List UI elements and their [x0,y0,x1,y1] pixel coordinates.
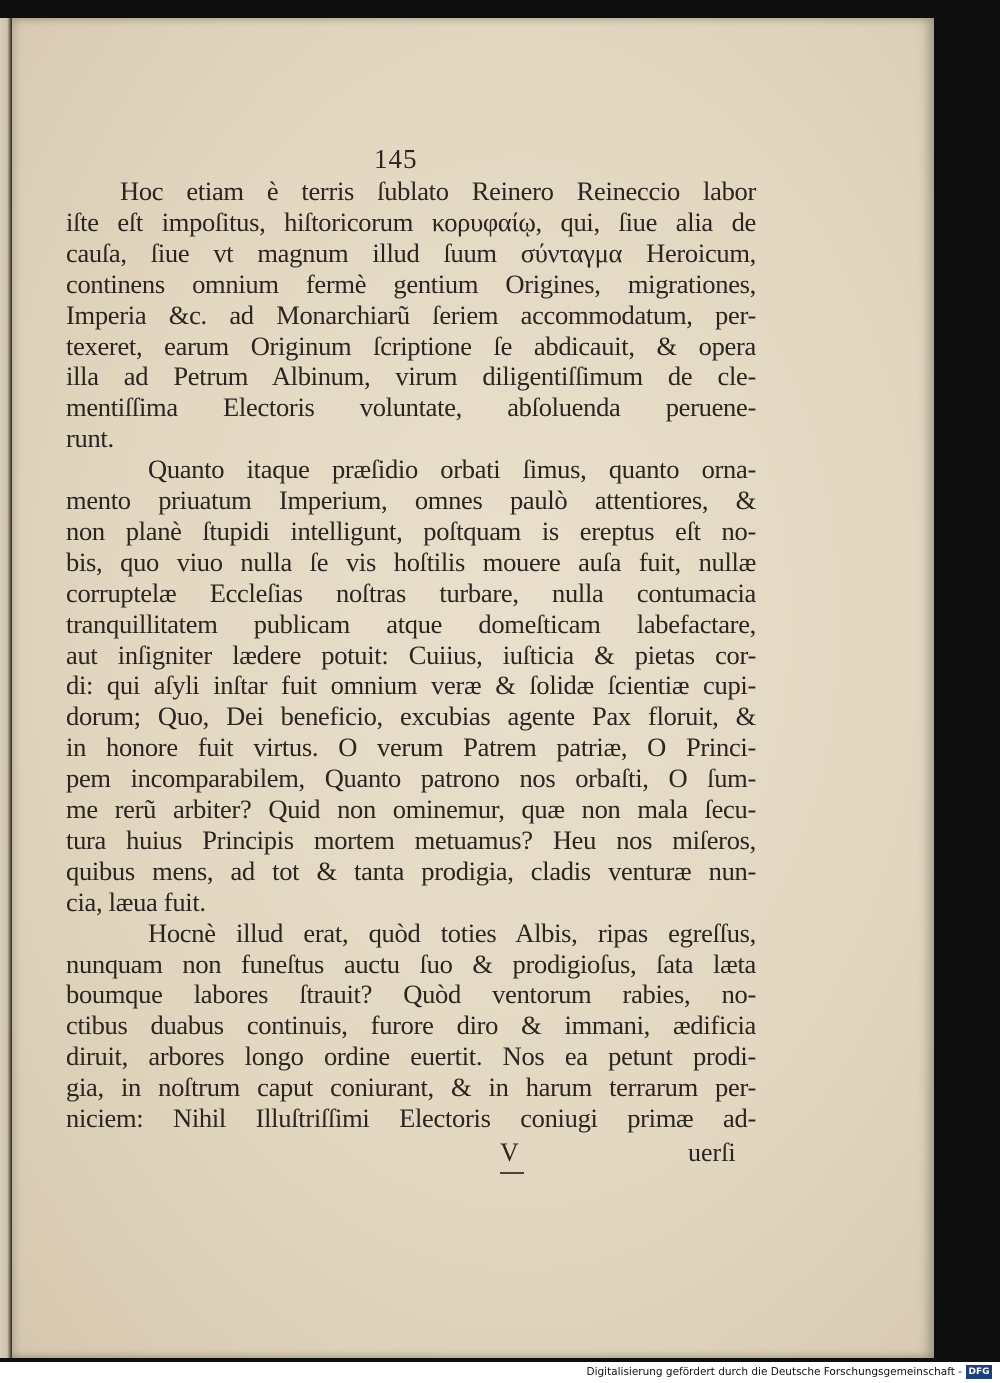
text-line: corruptelæ Eccleſias noſtras turbare, nulla contumacia [66,577,756,608]
text-line: texeret, earum Originum ſcriptione ſe abdicauit, & opera [66,330,756,361]
page-number: 145 [374,144,418,174]
text-line: non planè ſtupidi intelligunt, poſtquam is ereptus eſt no- [66,515,756,546]
text-line: aut inſigniter lædere potuit: Cuiius, iuſticia & pietas cor- [66,639,756,670]
text-line: tura huius Principis mortem metuamus? Heu nos miſeros, [66,824,756,855]
text-line: gia, in noſtrum caput coniurant, & in harum terrarum per- [66,1072,756,1103]
text-line: illa ad Petrum Albinum, virum diligentiſſimum de cle- [66,361,756,392]
signature-mark: V [500,1138,519,1167]
text-line: in honore fuit virtus. O verum Patrem patriæ, O Princi- [66,732,756,763]
signature-underline [500,1172,524,1174]
text-line: boumque labores ſtrauit? Quòd ventorum rabies, no- [66,979,756,1010]
funding-credit: Digitalisierung gefördert durch die Deutsche Forschungsgemeinschaft - [586,1366,962,1378]
text-line: mento priuatum Imperium, omnes paulò attentiores, & [66,485,756,515]
text-line: di: qui aſyli inſtar fuit omnium veræ & ſolidæ ſcientiæ cupi- [66,670,756,701]
text-line: iſte eſt impoſitus, hiſtoricorum κορυφαίῳ, qui, ſiue alia de [66,206,756,237]
text-line: Imperia &c. ad Monarchiarũ ſeriem accommodatum, per- [66,299,756,330]
text-line: Hoc etiam è terris ſublato Reinero Reineccio labor [120,176,756,206]
text-line: nunquam non funeſtus auctu ſuo & prodigioſus, ſata læta [66,948,756,979]
footer-bar [0,1362,1000,1383]
text-line: diruit, arbores longo ordine euertit. Nos ea petunt prodi- [66,1041,756,1072]
text-line: dorum; Quo, Dei beneficio, excubias agente Pax floruit, & [66,701,756,732]
text-line: pem incomparabilem, Quanto patrono nos orbaſti, O ſum- [66,763,756,794]
text-line: Quanto itaque præſidio orbati ſimus, quanto orna- [148,454,756,485]
text-line: me rerũ arbiter? Quid non ominemur, quæ non mala ſecu- [66,794,756,824]
text-line: runt. [66,423,114,454]
text-line: bis, quo viuo nulla ſe vis hoſtilis mouere auſa fuit, nullæ [66,546,756,577]
dfg-logo-icon: DFG [966,1365,992,1379]
text-line: mentiſſima Electoris voluntate, abſoluenda peruene- [66,392,756,423]
text-line: quibus mens, ad tot & tanta prodigia, cladis venturæ nun- [66,855,756,886]
text-line: cia, læua fuit. [66,886,206,917]
text-line: ctibus duabus continuis, furore diro & immani, ædificia [66,1010,756,1041]
text-line: tranquillitatem publicam atque domeſticam labefactare, [66,608,756,639]
text-line: niciem: Nihil Illuſtriſſimi Electoris coniugi primæ ad- [66,1103,756,1133]
text-line: continens omnium fermè gentium Origines, migrationes, [66,268,756,299]
text-line: cauſa, ſiue vt magnum illud ſuum σύνταγμα Heroicum, [66,237,756,268]
page-foot [0,1138,1000,1178]
catchword: uerſi [688,1138,736,1167]
text-line: Hocnè illud erat, quòd toties Albis, ripas egreſſus, [148,917,756,948]
